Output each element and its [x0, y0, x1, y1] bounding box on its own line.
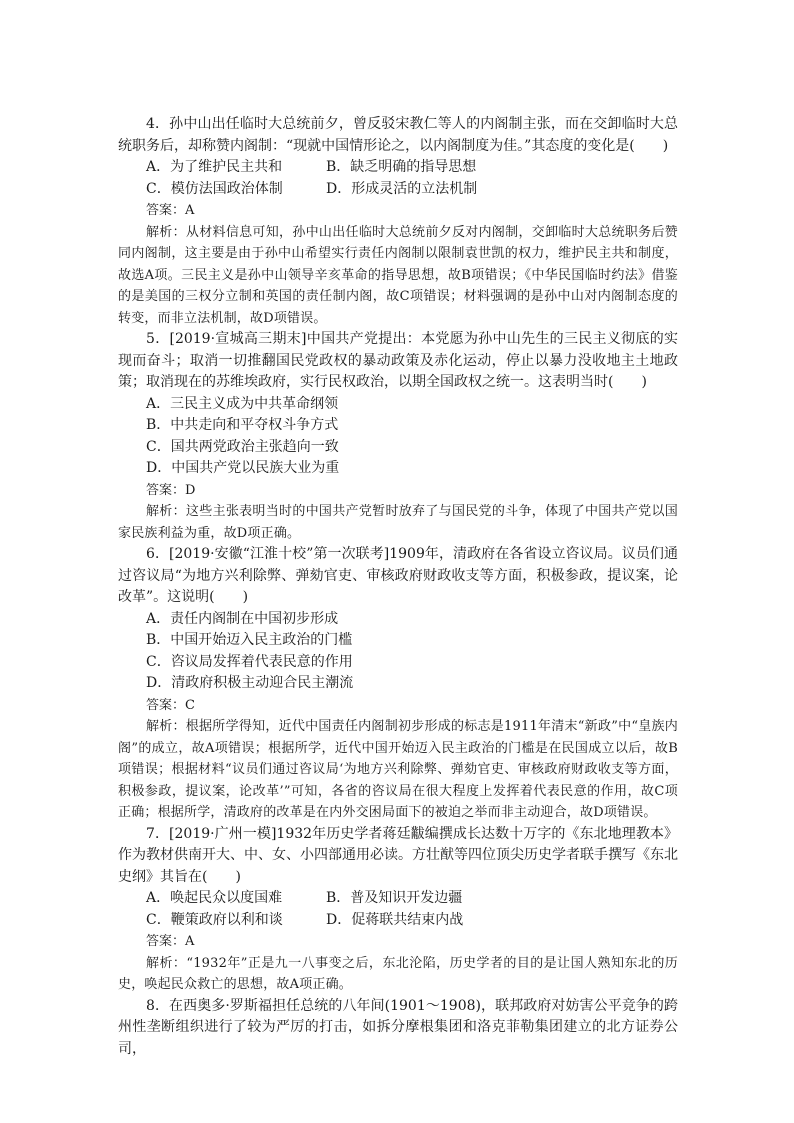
answer-option: A．三民主义成为中共革命纲领 — [146, 395, 339, 412]
answer-option: B．普及知识开发边疆 — [326, 890, 463, 906]
answer-option: C．国共两党政治主张趋向一致 — [146, 438, 339, 455]
question-list — [118, 114, 678, 1060]
question-block — [118, 996, 678, 1061]
explanation: 解析：根据所学得知，近代中国责任内阁制初步形成的标志是1911年清末“新政”中“皇族内阁”的成立，故A项错误；根据所学，近代中国开始迈入民主政治的门槛是在民国成立以后，故B项错误；根据材料“议员们通过咨议局‘为地方兴利除弊、弹劾官吏、审核政府财政收支等方面，积极参政，提议案，论改革’”可知，各省的咨议局在很大程度上发挥着代表民意的作用，故C项正确；根据所学，清政府的改革是在内外交困局面下的被迫之举而非主动迎合，故D项错误。 — [118, 719, 678, 820]
answer-option: D．促蒋联共结束内战 — [326, 911, 464, 928]
option-row — [118, 157, 678, 179]
answer-option: C．鞭策政府以利和谈 — [146, 911, 283, 928]
answer-option: A．唤起民众以度国难 — [146, 890, 283, 906]
explanation: 解析：“1932年”正是九一八事变之后，东北沦陷，历史学者的目的是让国人熟知东北的历史，唤起民众救亡的思想，故A项正确。 — [118, 955, 678, 992]
answer-option: D．形成灵活的立法机制 — [326, 180, 478, 197]
answer-option: C．咨议局发挥着代表民意的作用 — [146, 653, 353, 670]
explanation: 解析：从材料信息可知，孙中山出任临时大总统前夕反对内阁制，交卸临时大总统职务后赞同内阁制，这主要是由于孙中山希望实行责任内阁制以限制袁世凯的权力，维护民主共和制度，故选A项。三民主义是孙中山领导辛亥革命的指导思想，故B项错误；《中华民国临时约法》借鉴的是美国的三权分立制和英国的责任制内阁，故C项错误；材料强调的是孙中山对内阁制态度的转变，而非立法机制，故D项错误。 — [118, 224, 678, 326]
question-block — [118, 544, 678, 824]
answer-option: D．清政府积极主动迎合民主潮流 — [146, 675, 354, 691]
question-stem: 6．[2019·安徽“江淮十校”第一次联考]1909年，清政府在各省设立咨议局。议员们通过咨议局“为地方兴利除弊、弹劾官吏、审核政府财政收支等方面，积极参政，提议案，论改革”。这说明( ) — [118, 546, 678, 605]
question-block — [118, 329, 678, 544]
answer-option: D．中国共产党以民族大业为重 — [146, 460, 340, 476]
option-row — [118, 910, 678, 932]
question-stem: 7．[2019·广州一模]1932年历史学者蒋廷黻编撰成长达数十万字的《东北地理教本》作为教材供南开大、中、女、小四部通用必读。方壮猷等四位顶尖历史学者联手撰写《东北史纲》其旨在( ) — [118, 825, 678, 885]
answer-key: 答案：A — [146, 934, 195, 949]
option-row — [118, 179, 678, 201]
question-block — [118, 114, 678, 329]
option-row — [118, 888, 678, 910]
answer-option: A．责任内阁制在中国初步形成 — [146, 610, 339, 627]
question-stem: 5．[2019·宣城高三期末]中国共产党提出：本党愿为孙中山先生的三民主义彻底的实现而奋斗；取消一切推翻国民党政权的暴动政策及赤化运动，停止以暴力没收地主土地政策；取消现在的苏维埃政府，实行民权政治，以期全国政权之统一。这表明当时( ) — [118, 331, 678, 390]
answer-option: C．模仿法国政治体制 — [146, 180, 283, 197]
answer-option: B．中国开始迈入民主政治的门槛 — [146, 632, 353, 648]
question-block — [118, 824, 678, 996]
answer-option: A．为了维护民主共和 — [146, 159, 283, 175]
answer-option: B．中共走向和平夺权斗争方式 — [146, 417, 339, 433]
question-stem: 8．在西奥多·罗斯福担任总统的八年间(1901～1908)，联邦政府对妨害公平竞争的跨州性垄断组织进行了较为严厉的打击，如拆分摩根集团和洛克菲勒集团建立的北方证券公司， — [118, 997, 678, 1057]
answer-key: 答案：C — [146, 697, 195, 713]
answer-key: 答案：A — [146, 203, 195, 218]
question-stem: 4．孙中山出任临时大总统前夕，曾反驳宋教仁等人的内阁制主张，而在交卸临时大总统职务后，却称赞内阁制：“现就中国情形论之，以内阁制度为佳。”其态度的变化是( ) — [118, 116, 678, 154]
answer-option: B．缺乏明确的指导思想 — [326, 159, 477, 175]
explanation: 解析：这些主张表明当时的中国共产党暂时放弃了与国民党的斗争，体现了中国共产党以国家民族利益为重，故D项正确。 — [118, 504, 678, 541]
answer-key: 答案：D — [146, 482, 196, 498]
